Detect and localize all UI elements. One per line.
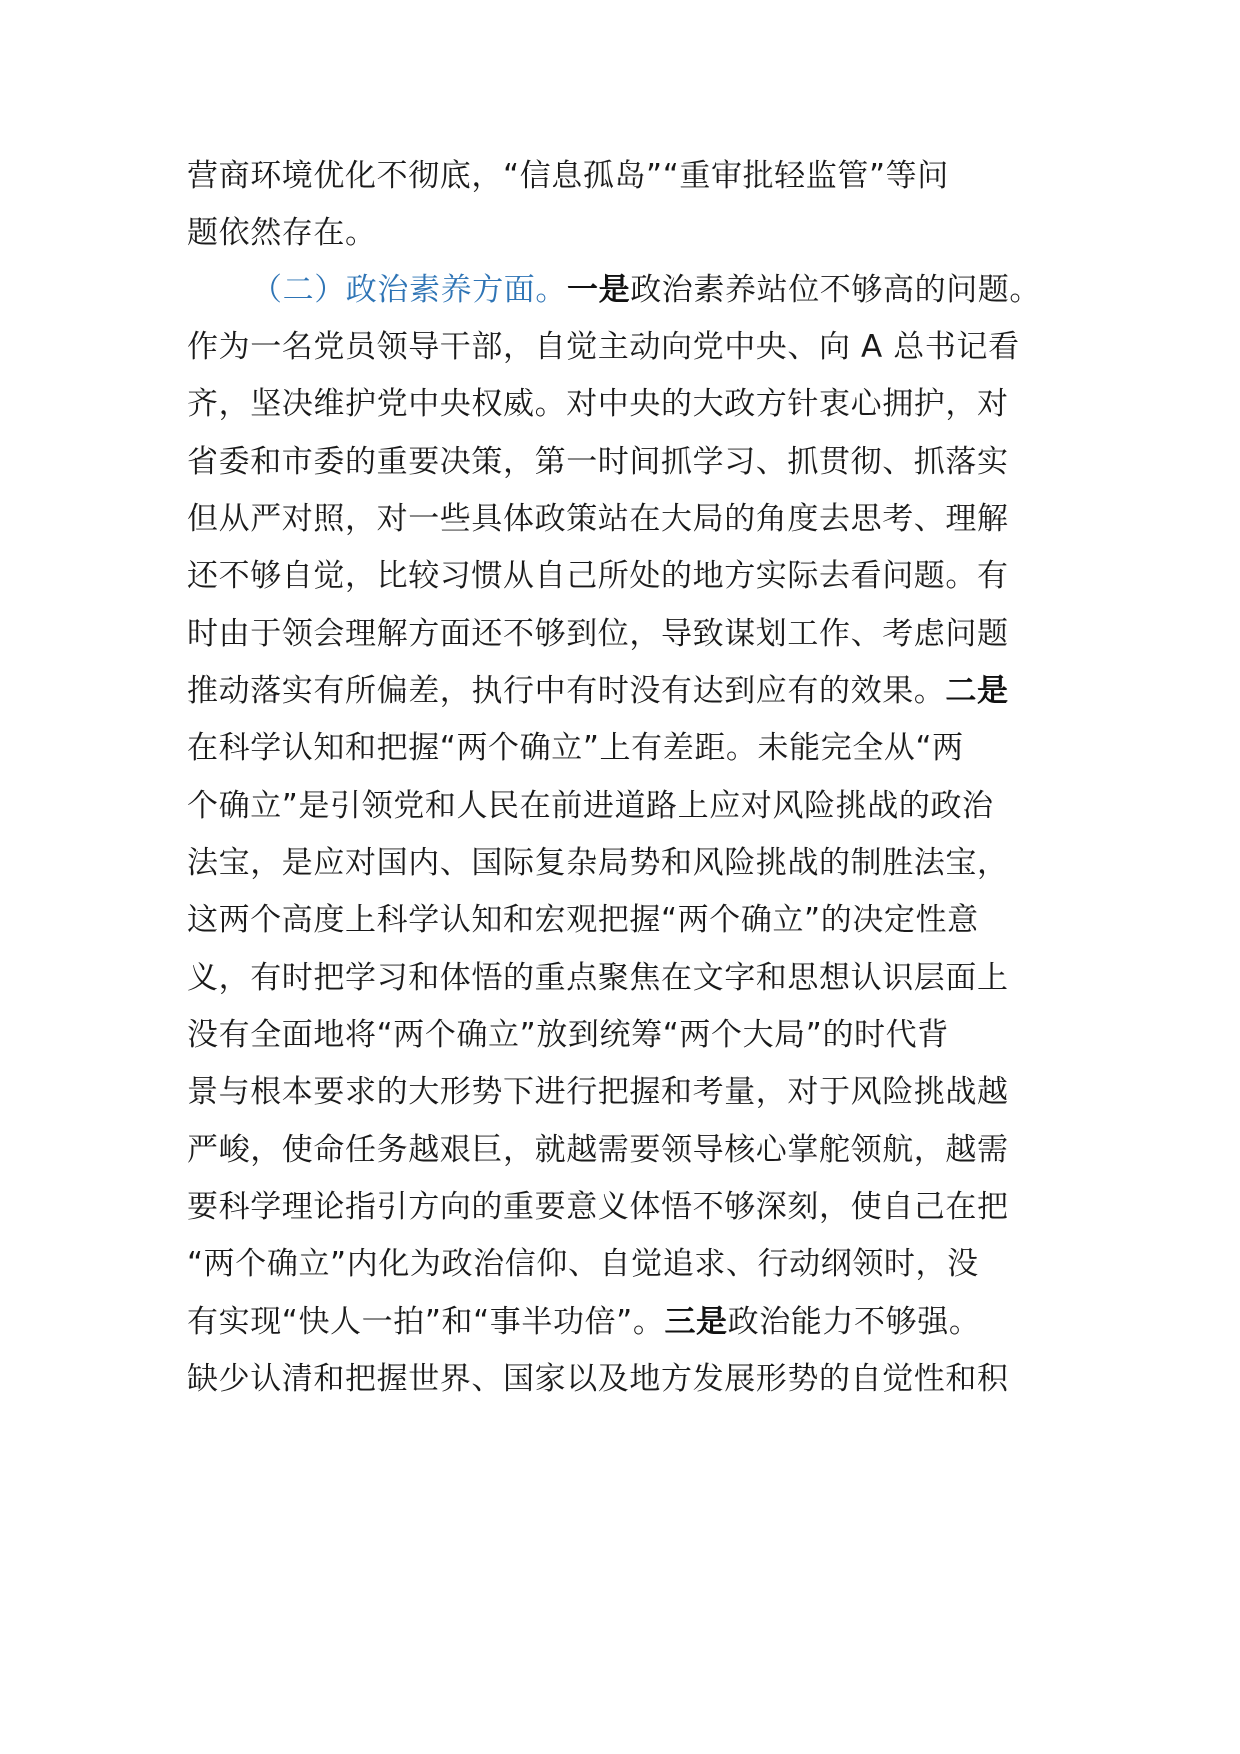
paragraph-line: 景与根本要求的大形势下进行把握和考量，对于风险挑战越 [187, 1074, 1009, 1110]
paragraph-line: 没有全面地将“两个确立”放到统筹“两个大局”的时代背 [187, 1017, 949, 1053]
section-heading: （二）政治素养方面。 [251, 272, 567, 308]
paragraph-line: 省委和市委的重要决策，第一时间抓学习、抓贯彻、抓落实 [187, 444, 1009, 480]
paragraph-line: 缺少认清和把握世界、国家以及地方发展形势的自觉性和积 [187, 1361, 1009, 1397]
paragraph-line: 营商环境优化不彻底，“信息孤岛”“重审批轻监管”等问 [187, 158, 949, 194]
paragraph-line: 时由于领会理解方面还不够到位，导致谋划工作、考虑问题 [187, 616, 1009, 652]
point-marker: 二是 [945, 673, 1009, 709]
paragraph-line: 法宝，是应对国内、国际复杂局势和风险挑战的制胜法宝， [187, 845, 1009, 881]
point-marker: 一是 [567, 272, 631, 308]
line-text: 政治能力不够强。 [727, 1304, 981, 1340]
paragraph-line: 齐，坚决维护党中央权威。对中央的大政方针衷心拥护，对 [187, 386, 1009, 422]
paragraph-line: “两个确立”内化为政治信仰、自觉追求、行动纲领时，没 [187, 1246, 979, 1282]
section-heading-line [251, 264, 1131, 316]
paragraph-line: 但从严对照，对一些具体政策站在大局的角度去思考、理解 [187, 501, 1009, 537]
line-text: 推动落实有所偏差，执行中有时没有达到应有的效果。 [187, 673, 946, 709]
paragraph-line: 要科学理论指引方向的重要意义体悟不够深刻，使自己在把 [187, 1189, 1009, 1225]
paragraph-line: 这两个高度上科学认知和宏观把握“两个确立”的决定性意 [187, 902, 979, 938]
paragraph-line: 在科学认知和把握“两个确立”上有差距。未能完全从“两 [187, 730, 964, 766]
paragraph-line: 义，有时把学习和体悟的重点聚焦在文字和思想认识层面上 [187, 960, 1009, 996]
line-text: 政治素养站位不够高的问题。 [630, 272, 1042, 308]
line-text: 有实现“快人一拍”和“事半功倍”。 [187, 1304, 665, 1340]
paragraph-line [187, 665, 1067, 717]
paragraph-line [187, 1296, 1067, 1348]
paragraph-line: 题依然存在。 [187, 215, 377, 251]
paragraph-line: 个确立”是引领党和人民在前进道路上应对风险挑战的政治 [187, 788, 994, 824]
paragraph-line: 严峻，使命任务越艰巨，就越需要领导核心掌舵领航，越需 [187, 1132, 1009, 1168]
paragraph-line: 还不够自觉，比较习惯从自己所处的地方实际去看问题。有 [187, 558, 1009, 594]
point-marker: 三是 [664, 1304, 728, 1340]
paragraph-line: 作为一名党员领导干部，自觉主动向党中央、向 A 总书记看 [187, 329, 1020, 365]
